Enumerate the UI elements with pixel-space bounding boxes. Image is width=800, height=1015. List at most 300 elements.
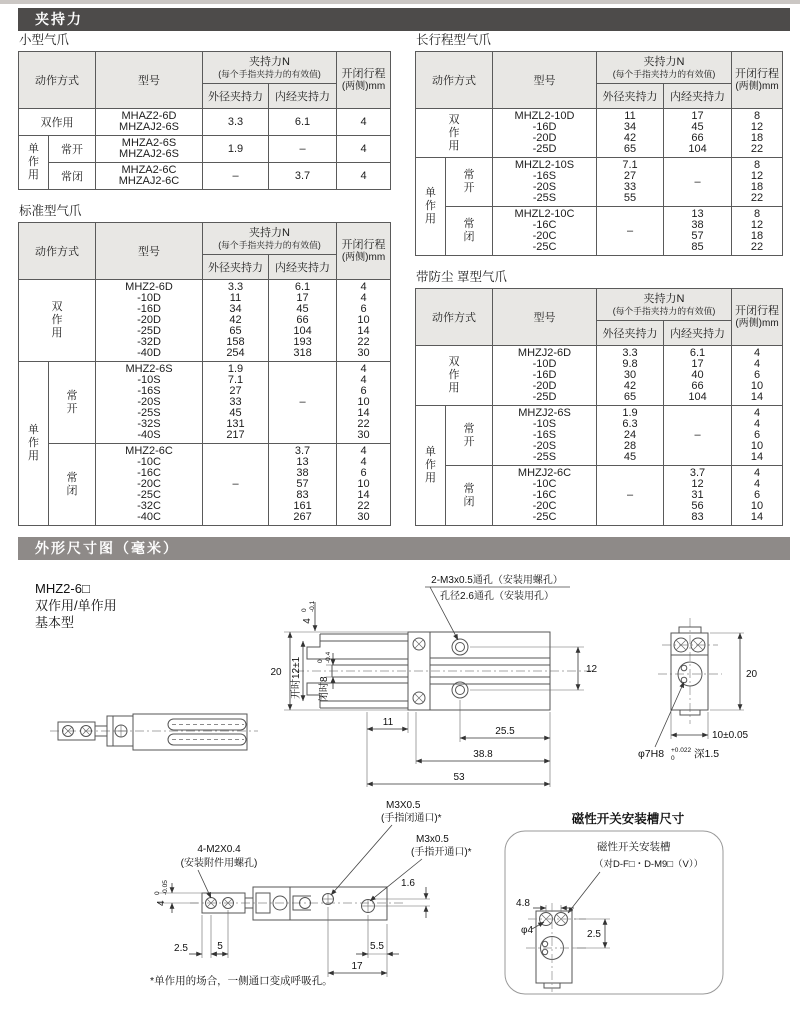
cell-line: -10S	[532, 418, 557, 430]
cell-line: -40C	[137, 511, 161, 523]
cell-line: 18	[750, 230, 764, 242]
header-internal-force: 内经夹持力	[664, 321, 732, 346]
cell-line: 8	[753, 208, 761, 220]
cell-line: 4	[360, 445, 367, 457]
header-model: 型号	[493, 289, 597, 346]
table-row	[416, 406, 783, 466]
m3-open-port-label: (手指开通口)*	[411, 847, 472, 858]
sub-action-label: 常闭	[463, 482, 475, 508]
sub-action-label: 常开	[463, 169, 475, 194]
cell-line: 22	[750, 143, 764, 155]
cell-line: 6	[360, 385, 367, 397]
dim-12: 12	[586, 664, 598, 675]
cell-line: 158	[226, 336, 245, 348]
phi4-label: φ4	[521, 925, 534, 936]
cell-line: -20D	[532, 380, 557, 392]
model-number: MHZ2-6□	[35, 581, 90, 596]
models-cell	[493, 158, 597, 207]
int-cell	[664, 207, 732, 256]
stroke-cell	[337, 136, 391, 163]
ext-cell	[203, 109, 269, 136]
header-model: 型号	[493, 52, 597, 109]
sub-action-label: 常开	[66, 389, 78, 415]
ext-cell	[597, 346, 664, 406]
stroke-cell	[337, 444, 391, 526]
cell-line: 10	[750, 440, 764, 452]
cell-line: 1.9	[622, 407, 638, 419]
cell-line: 45	[296, 303, 309, 315]
cell-line: 14	[750, 511, 764, 523]
cell-line: 85	[691, 241, 704, 253]
cell-line: 3.3	[227, 115, 244, 128]
table-row	[416, 207, 783, 256]
cell-line: -10C	[137, 456, 161, 468]
models-cell	[493, 466, 597, 526]
cell-line: -25C	[137, 489, 161, 501]
models-cell	[96, 280, 203, 362]
cell-line: MHZL2-10D	[514, 110, 575, 122]
action-label: 双作用	[40, 117, 74, 129]
cell-line: -16D	[532, 369, 557, 381]
cell-line: 193	[293, 336, 312, 348]
phi7-tol-hi: +0.022	[671, 747, 692, 754]
sub-action-label: 常闭	[66, 471, 78, 497]
models-cell	[96, 136, 203, 163]
sub-action-cell	[49, 163, 96, 190]
table-row	[19, 109, 391, 136]
cell-line: -16S	[532, 170, 557, 182]
switch-groove-panel	[505, 811, 723, 994]
models-cell	[96, 444, 203, 526]
dim-17: 17	[351, 961, 363, 972]
models-cell	[493, 109, 597, 158]
table-title: 长行程型气爪	[416, 33, 492, 47]
model-action-type: 双作用/单作用	[35, 598, 117, 613]
cell-line: 66	[691, 132, 704, 144]
cell-line: 55	[623, 192, 637, 204]
cell-line: –	[626, 489, 634, 501]
dim-11: 11	[382, 717, 394, 728]
cell-line: 28	[623, 440, 637, 452]
dim-4-top-tol-lo: -0.1	[309, 600, 316, 612]
cell-line: 34	[623, 121, 637, 133]
dim-open-12: 开时12±1	[291, 656, 302, 699]
header-stroke	[337, 223, 391, 280]
cell-line: –	[694, 429, 701, 441]
cell-line: -32D	[137, 336, 161, 348]
m3-close-port-label: (手指闭通口)*	[381, 813, 442, 824]
cell-line: -16D	[137, 303, 161, 315]
bottom-view-drawing	[150, 800, 472, 987]
cell-line: –	[232, 478, 239, 490]
cell-line: -20S	[532, 440, 557, 452]
left-column	[18, 30, 390, 537]
cell-line: 6.1	[294, 281, 311, 293]
standard-gripper-table-block	[18, 201, 390, 526]
cell-line: -25C	[532, 511, 557, 523]
ext-cell	[597, 406, 664, 466]
models-cell	[96, 109, 203, 136]
header-stroke	[732, 289, 783, 346]
cell-line: 11	[624, 110, 636, 122]
cell-line: 14	[357, 407, 370, 419]
cell-line: 3.3	[622, 347, 638, 359]
cell-line: 31	[691, 489, 704, 501]
header-external-force: 外径夹持力	[203, 84, 269, 109]
int-cell	[269, 444, 337, 526]
header-force	[597, 289, 732, 321]
models-cell	[493, 346, 597, 406]
cell-line: 12	[750, 121, 764, 133]
header-force-sub: (每个手指夹持力的有效值)	[612, 306, 716, 316]
dim-1-6: 1.6	[401, 878, 415, 889]
stroke-cell	[337, 362, 391, 444]
cell-line: 13	[296, 456, 309, 468]
stroke-cell	[732, 406, 783, 466]
cell-line: MHZAJ2-6S	[119, 121, 179, 133]
cell-line: 14	[357, 325, 370, 337]
cell-line: 30	[357, 347, 370, 359]
stroke-cell	[337, 109, 391, 136]
footnote: *单作用的场合，一侧通口变成呼吸孔。	[150, 975, 333, 987]
cell-line: 66	[691, 380, 704, 392]
header-stroke	[732, 52, 783, 109]
table-row	[19, 280, 391, 362]
action-cell	[416, 158, 446, 256]
dim-2-5-bottom: 2.5	[174, 943, 188, 954]
stroke-cell	[732, 346, 783, 406]
cell-line: 38	[691, 219, 704, 231]
dim-4-bottom-tol-hi: 0	[154, 891, 161, 895]
cell-line: 4	[360, 115, 367, 128]
cell-line: 6.3	[622, 418, 638, 430]
cell-line: 30	[357, 429, 370, 441]
int-cell	[664, 158, 732, 207]
m2-thread-annotation: 4-M2X0.4	[197, 844, 241, 855]
table-longstroke	[415, 51, 783, 256]
cell-line: -25S	[532, 451, 557, 463]
cell-line: 4	[360, 363, 367, 375]
models-cell	[96, 362, 203, 444]
action-cell	[19, 362, 49, 526]
cell-line: 3.7	[689, 467, 706, 479]
cell-line: 9.8	[622, 358, 638, 370]
cell-line: 267	[293, 511, 312, 523]
header-stroke	[337, 52, 391, 109]
dim-closed-8: 闭时8	[319, 676, 330, 702]
cell-line: 11	[229, 292, 242, 304]
cell-line: 3.3	[227, 281, 244, 293]
plan-view-drawing	[50, 714, 258, 750]
cell-line: 104	[293, 325, 312, 337]
panel-title: 磁性开关安装槽尺寸	[571, 812, 685, 826]
model-basic-type: 基本型	[35, 615, 75, 630]
section-header-label: 外形尺寸图（毫米）	[35, 540, 179, 556]
sub-action-cell	[49, 136, 96, 163]
dim-5-5: 5.5	[370, 941, 384, 952]
header-internal-force: 内经夹持力	[664, 84, 732, 109]
cell-line: 10	[750, 500, 764, 512]
action-cell	[19, 109, 96, 136]
cell-line: 18	[750, 132, 764, 144]
header-stroke-unit: (两侧)mm	[735, 80, 779, 92]
cell-line: MHZ2-6D	[125, 281, 173, 293]
header-stroke-unit: (两侧)mm	[735, 317, 779, 329]
table-title: 带防尘 罩型气爪	[416, 270, 507, 284]
table-row	[416, 346, 783, 406]
cell-line: 7.1	[622, 159, 638, 171]
page-edge	[0, 0, 800, 4]
cell-line: 22	[357, 500, 370, 512]
section-header-label: 夹持力	[35, 11, 83, 27]
action-cell	[416, 109, 493, 158]
cell-line: 56	[691, 500, 704, 512]
cell-line: –	[299, 396, 306, 408]
cell-line: -16D	[532, 121, 557, 133]
section-header-clamping-force	[18, 8, 790, 31]
table-dustcover	[415, 288, 783, 526]
header-force-title: 夹持力N	[249, 227, 290, 239]
header-model: 型号	[96, 223, 203, 280]
table-row	[416, 158, 783, 207]
action-cell	[416, 406, 446, 526]
cell-line: 131	[226, 418, 245, 430]
cell-line: 45	[229, 407, 242, 419]
cell-line: -16C	[532, 219, 557, 231]
cell-line: 30	[357, 511, 370, 523]
dim-53: 53	[453, 772, 465, 783]
ext-cell	[203, 163, 269, 190]
cell-line: -20C	[532, 500, 557, 512]
header-force-sub: (每个手指夹持力的有效值)	[218, 69, 321, 79]
cell-line: 27	[229, 385, 242, 397]
cell-line: 45	[623, 451, 637, 463]
cell-line: MHZL2-10C	[514, 208, 575, 220]
dim-4-top-tol-hi: 0	[301, 608, 308, 612]
cell-line: 6	[753, 489, 761, 501]
cell-line: 6.1	[689, 347, 706, 359]
cell-line: -32S	[137, 418, 161, 430]
ext-cell	[597, 466, 664, 526]
cell-line: MHZAJ2-6S	[119, 148, 179, 160]
table-row	[19, 444, 391, 526]
small-gripper-table-block	[18, 30, 390, 190]
cell-line: 4	[753, 347, 761, 359]
stroke-cell	[337, 163, 391, 190]
table-standard	[18, 222, 391, 526]
front-view-drawing	[270, 573, 597, 787]
cell-line: 104	[688, 143, 707, 155]
sub-action-cell	[446, 158, 493, 207]
int-cell	[664, 406, 732, 466]
action-label: 单作用	[425, 187, 436, 225]
int-cell	[664, 466, 732, 526]
cell-line: 14	[750, 451, 764, 463]
groove-annotation: 磁性开关安装槽	[597, 841, 671, 853]
cell-line: 4	[360, 292, 367, 304]
header-stroke-title: 开闭行程	[341, 238, 386, 251]
cell-line: 4	[360, 374, 367, 386]
header-stroke-title: 开闭行程	[735, 304, 780, 317]
header-action: 动作方式	[19, 223, 96, 280]
header-internal-force: 内经夹持力	[269, 84, 337, 109]
cell-line: 57	[296, 478, 309, 490]
dim-2-5-panel: 2.5	[587, 929, 601, 940]
cell-line: 10	[357, 478, 370, 490]
header-stroke-unit: (两侧)mm	[341, 251, 386, 263]
cell-line: MHZA2-6S	[121, 137, 177, 149]
cell-line: 33	[623, 181, 637, 193]
stroke-cell	[732, 207, 783, 256]
sub-action-cell	[49, 444, 96, 526]
cell-line: 18	[750, 181, 764, 193]
cell-line: 22	[750, 241, 764, 253]
cell-line: –	[694, 175, 701, 188]
cell-line: 66	[296, 314, 309, 326]
cell-line: 42	[623, 132, 637, 144]
cell-line: 42	[623, 380, 637, 392]
sub-action-label: 常开	[463, 422, 475, 448]
cell-line: 8	[753, 110, 761, 122]
stroke-cell	[337, 280, 391, 362]
cell-line: MHZA2-6C	[121, 164, 177, 176]
header-stroke-title: 开闭行程	[341, 67, 386, 80]
cell-line: 38	[296, 467, 309, 479]
cell-line: 17	[691, 358, 704, 370]
header-force-title: 夹持力N	[643, 293, 685, 305]
models-cell	[493, 207, 597, 256]
longstroke-gripper-table-block	[415, 30, 782, 256]
dim-5: 5	[217, 941, 223, 952]
cell-line: 4	[360, 456, 367, 468]
cell-line: –	[299, 142, 306, 155]
cell-line: -20S	[137, 396, 161, 408]
action-label: 双作用	[51, 301, 63, 339]
cell-line: 65	[229, 325, 242, 337]
dim-4-bottom-tol-lo: -0.05	[162, 880, 169, 895]
header-stroke-unit: (两侧)mm	[341, 80, 386, 92]
cell-line: -20D	[532, 132, 557, 144]
int-cell	[269, 362, 337, 444]
cell-line: 12	[691, 478, 704, 490]
cell-line: -32C	[137, 500, 161, 512]
right-column	[415, 30, 782, 537]
cell-line: 4	[360, 169, 367, 182]
cell-line: 6	[753, 369, 761, 381]
header-action: 动作方式	[416, 289, 493, 346]
cell-line: 254	[226, 347, 245, 359]
cell-line: -25D	[137, 325, 161, 337]
action-cell	[19, 136, 49, 190]
dim-25-5: 25.5	[495, 726, 515, 737]
cell-line: -25S	[532, 192, 557, 204]
ext-cell	[597, 109, 664, 158]
cell-line: 4	[360, 281, 367, 293]
dim-20-front: 20	[270, 667, 282, 678]
cell-line: 217	[226, 429, 245, 441]
table-title: 标准型气爪	[19, 204, 82, 218]
cell-line: 10	[357, 396, 370, 408]
cell-line: 104	[688, 391, 707, 403]
side-view-drawing	[638, 618, 758, 762]
dim-4-top: 4	[302, 618, 313, 624]
dim-closed-tol-lo: -0.4	[325, 651, 332, 663]
table-row	[19, 163, 391, 190]
header-force	[597, 52, 732, 84]
cell-line: 4	[753, 418, 761, 430]
cell-line: -10D	[137, 292, 161, 304]
ext-cell	[597, 207, 664, 256]
ext-cell	[203, 136, 269, 163]
stroke-cell	[732, 109, 783, 158]
header-force-sub: (每个手指夹持力的有效值)	[218, 240, 321, 250]
cell-line: 7.1	[227, 374, 244, 386]
cell-line: 12	[750, 219, 764, 231]
cell-line: 14	[750, 391, 764, 403]
cell-line: 6	[360, 303, 367, 315]
header-external-force: 外径夹持力	[597, 321, 664, 346]
m2-thread-label: (安装附件用螺孔)	[180, 858, 258, 869]
ext-cell	[597, 158, 664, 207]
cell-line: -25C	[532, 241, 557, 253]
dim-38-8: 38.8	[473, 749, 493, 760]
action-label: 单作用	[28, 143, 39, 181]
cell-line: 33	[229, 396, 242, 408]
cell-line: 42	[229, 314, 242, 326]
dim-4-8: 4.8	[516, 898, 530, 909]
action-cell	[416, 346, 493, 406]
phi7-tol-lo: 0	[671, 755, 675, 762]
cell-line: MHZAJ2-6C	[118, 175, 180, 187]
cell-line: 6	[753, 429, 761, 441]
cell-line: 6.1	[294, 115, 311, 128]
action-cell	[19, 280, 96, 362]
cell-line: -25D	[532, 143, 557, 155]
ext-cell	[203, 280, 269, 362]
ext-cell	[203, 444, 269, 526]
cell-line: 57	[691, 230, 704, 242]
sub-action-cell	[446, 466, 493, 526]
cell-line: 3.7	[294, 445, 311, 457]
cell-line: -20D	[137, 314, 161, 326]
cell-line: -16C	[532, 489, 557, 501]
cell-line: 22	[357, 336, 370, 348]
action-label: 单作用	[425, 446, 436, 484]
stroke-cell	[732, 158, 783, 207]
action-label: 双作用	[448, 356, 460, 394]
cell-line: -20C	[137, 478, 161, 490]
cell-line: 6	[360, 467, 367, 479]
cell-line: 34	[229, 303, 242, 315]
header-force-title: 夹持力N	[643, 56, 685, 68]
cell-line: 8	[753, 159, 761, 171]
action-label: 双作用	[448, 113, 460, 152]
dim-20-side: 20	[746, 669, 758, 680]
cell-line: MHZ2-6C	[125, 445, 173, 457]
cell-line: -10C	[532, 478, 557, 490]
cell-line: 4	[753, 358, 761, 370]
cell-line: -40S	[137, 429, 161, 441]
sub-action-label: 常开	[61, 144, 83, 156]
cell-line: -25S	[137, 407, 161, 419]
header-action: 动作方式	[19, 52, 96, 109]
header-stroke-title: 开闭行程	[735, 67, 780, 80]
table-row	[416, 109, 783, 158]
int-cell	[269, 280, 337, 362]
table-row	[19, 136, 391, 163]
cell-line: 17	[296, 292, 309, 304]
cell-line: 65	[623, 391, 637, 403]
